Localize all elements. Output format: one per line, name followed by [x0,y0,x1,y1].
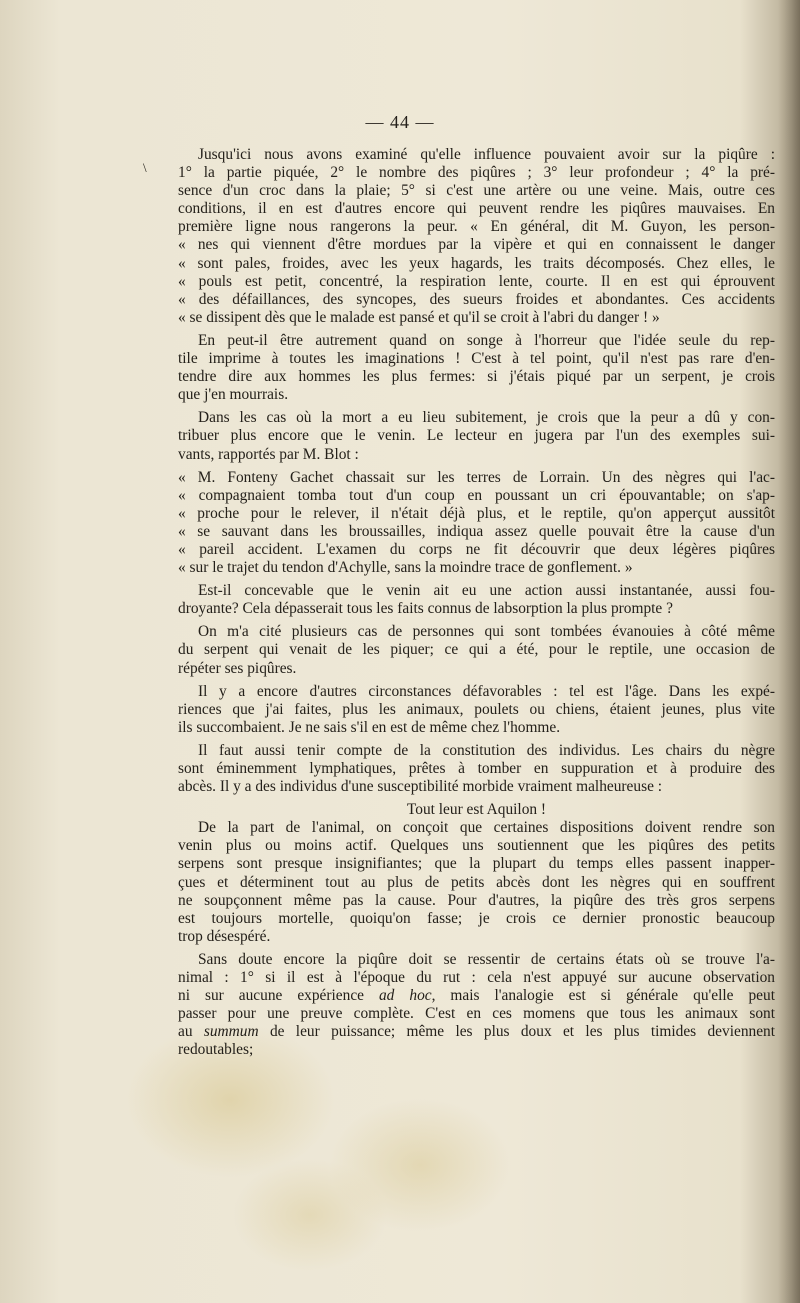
text-line: Est-il concevable que le venin ait eu une action aussi instantanée, aussi fou- [198,582,775,600]
text-line: est toujours mortelle, quoiqu'on fasse; je crois ce dernier pronostic beaucoup [178,909,775,927]
paragraph [178,951,775,1060]
text-line: Dans les cas où la mort a eu lieu subitement, je crois que la peur a dû y con- [198,409,775,427]
text-line: « se sauvant dans les broussailles, indiqua assez quelle pouvait être la cause d'un [178,522,775,540]
paragraph [178,409,775,463]
text-line: première ligne nous rangerons la peur. « En général, dit M. Guyon, les person- [178,218,775,236]
text-line: Jusqu'ici nous avons examiné qu'elle influence pouvaient avoir sur la piqûre : [198,146,775,163]
text-line: au summum de leur puissance; même les plus doux et les plus timides deviennent [178,1023,775,1041]
text-line: redoutables; [178,1041,254,1059]
text-line: tile imprime à toutes les imaginations ! C'est à tel point, qu'il n'est pas rare d'en- [178,350,775,368]
text-line: tribuer plus encore que le venin. Le lecteur en jugera par l'un des exemples sui- [178,427,775,445]
text-line: « sur le trajet du tendon d'Achylle, sans la moindre trace de gonflement. » [178,559,633,577]
text-line: vants, rapportés par M. Blot : [178,445,359,463]
text-line: « M. Fonteny Gachet chassait sur les terres de Lorrain. Un des nègres qui l'ac- [178,468,775,486]
text-line: « pouls est petit, concentré, la respiration lente, courte. Il en est qui éprouvent [178,272,775,290]
text-line: 1° la partie piquée, 2° le nombre des piqûres ; 3° leur profondeur ; 4° la pré- [178,164,775,182]
paragraph [178,582,775,618]
text-line: Il faut aussi tenir compte de la constitution des individus. Les chairs du nègre [198,741,775,759]
text-line: passer pour une preuve complète. C'est en ces momens que tous les animaux sont [178,1005,775,1023]
text-line: nimal : 1° si il est à l'époque du rut : cela n'est appuyé sur aucune observation [178,969,775,987]
paragraph [178,469,775,578]
text-line: ne soupçonnent même pas la cause. Pour d'autres, la piqûre des très gros serpens [178,891,775,909]
text-line: Il y a encore d'autres circonstances défavorables : tel est l'âge. Dans les expé- [198,682,775,700]
page-number: — 44 — [365,112,435,132]
paragraph [178,742,775,796]
text-line: que j'en mourrais. [178,386,289,404]
text-line: « sont pales, froides, avec les yeux hagards, les traits décomposés. Chez elles, le [178,254,775,272]
paragraph [178,801,775,819]
text-line: serpens sont presque insignifiantes; que la plupart du temps elles passent inapper- [178,855,775,873]
text-line: ni sur aucune expérience ad hoc, mais l'analogie est si générale qu'elle peut [178,987,775,1005]
text-line: çues et déterminent tout au plus de petits abcès dont les nègres qui en souffrent [178,873,775,891]
text-line: De la part de l'animal, on conçoit que certaines dispositions doivent rendre son [198,819,775,837]
paragraph [178,146,775,327]
text-line: droyante? Cela dépasserait tous les faits connus de labsorption la plus prompte ? [178,600,673,618]
text-line: « proche pour le relever, il n'était déjà plus, et le reptile, qu'on apperçut aussitôt [178,504,775,522]
margin-mark: \ [143,160,147,175]
text-line: « des défaillances, des syncopes, des sueurs froides et abondantes. Ces accidents [178,290,775,308]
text-line: abcès. Il y a des individus d'une susceptibilité morbide vraiment malheureuse : [178,778,663,796]
text-line: ils succombaient. Je ne sais s'il en est de même chez l'homme. [178,718,561,736]
text-line: trop désespéré. [178,927,271,945]
text-line: répéter ses piqûres. [178,659,297,677]
page-spine-shadow [778,0,800,1303]
text-line: On m'a cité plusieurs cas de personnes qui sont tombées évanouies à côté même [198,623,775,641]
text-line: du serpent qui venait de les piquer; ce qui a été, pour le reptile, une occasion de [178,641,775,659]
text-line: venin plus ou moins actif. Quelques uns soutiennent que les piqûres des petits [178,837,775,855]
text-line: sont éminemment lymphatiques, prêtes à tomber en suppuration et à produire des [178,760,775,777]
paragraph [178,332,775,404]
text-line: Sans doute encore la piqûre doit se ressentir de certains états où se trouve l'a- [198,950,775,968]
paragraph [178,623,775,677]
body-text [178,146,775,1060]
text-line: « pareil accident. L'examen du corps ne fit découvrir que deux légères piqûres [178,540,775,558]
text-line: En peut-il être autrement quand on songe à l'horreur que l'idée seule du rep- [198,331,775,349]
paragraph [178,683,775,737]
text-line: sence d'un croc dans la plaie; 5° si c'est une artère ou une veine. Mais, outre ces [178,182,775,200]
text-line: conditions, il en est d'autres encore qui peuvent rendre les piqûres mauvaises. En [178,200,775,218]
text-line: tendre dire aux hommes les plus fermes: si j'étais piqué par un serpent, je crois [178,368,775,386]
text-line: Tout leur est Aquilon ! [406,801,547,819]
paragraph [178,819,775,946]
text-line: « compagnaient tomba tout d'un coup en poussant un cri épouvantable; on s'ap- [178,486,775,504]
text-line: riences que j'ai faites, plus les animaux, poulets ou chiens, étaient jeunes, plus vite [178,700,775,718]
text-line: « nes qui viennent d'être mordues par la vipère et qui en connaissent le danger [178,236,775,254]
text-line: « se dissipent dès que le malade est pansé et qu'il se croit à l'abri du danger ! » [178,308,660,326]
